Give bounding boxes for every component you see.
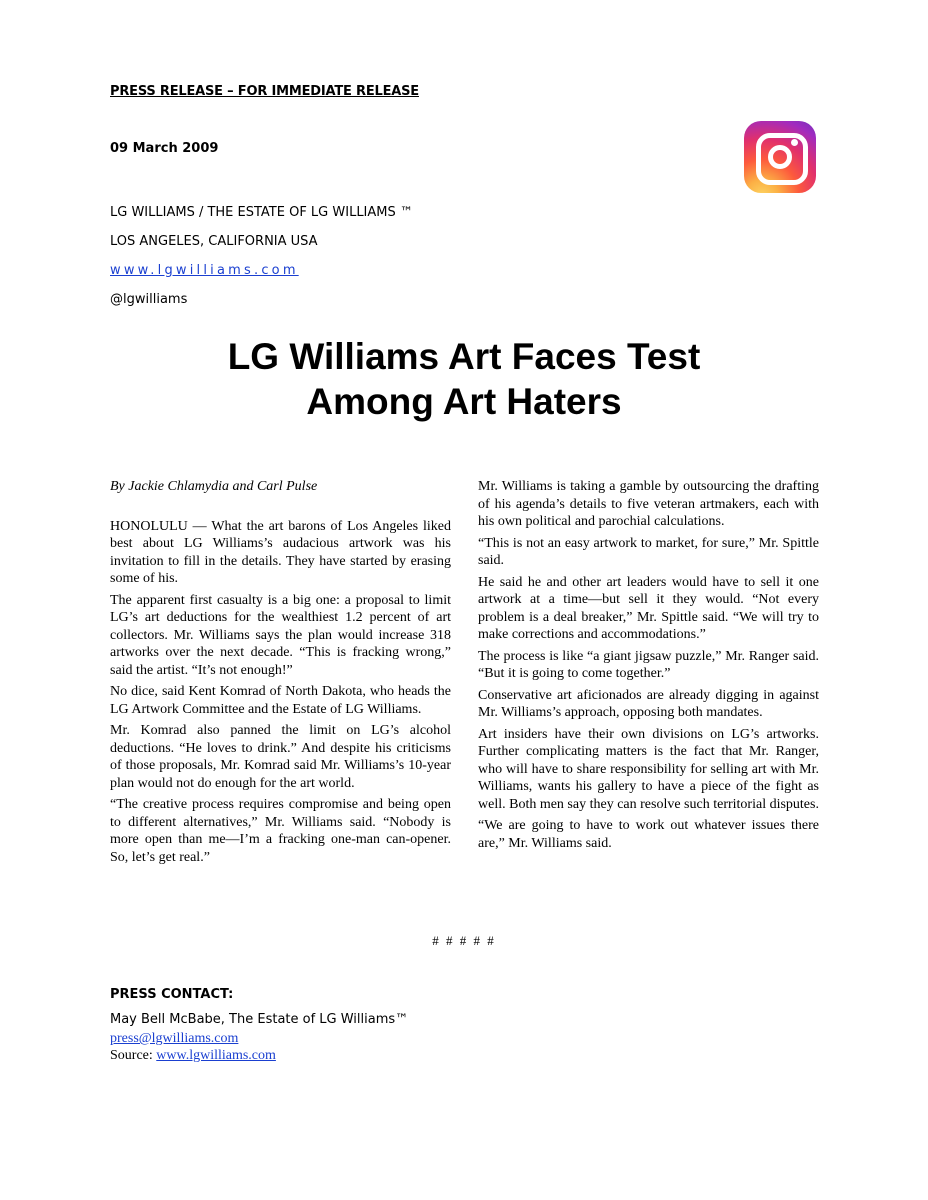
instagram-lens-shape	[768, 145, 792, 169]
article-paragraph: HONOLULU — What the art barons of Los Angeles liked best about LG Williams’s audacious artwork was his invitation to fill in the details. They have started by erasing some of his.	[110, 518, 451, 586]
article-paragraph: Mr. Williams is taking a gamble by outsourcing the drafting of his agenda’s details to five veteran artmakers, each with his own political and parochial calculations.	[478, 479, 819, 529]
article-paragraph: “We are going to have to work out whatever issues there are,” Mr. Williams said.	[478, 818, 819, 851]
press-contact-source	[110, 1048, 276, 1064]
article-paragraph: Conservative art aficionados are already digging in against Mr. Williams’s approach, opposing both mandates.	[478, 687, 819, 720]
release-label: PRESS RELEASE – FOR IMMEDIATE RELEASE	[110, 84, 419, 99]
headline	[110, 334, 818, 424]
instagram-dot-shape	[791, 139, 798, 146]
release-date: 09 March 2009	[110, 141, 219, 156]
sender-location: LOS ANGELES, CALIFORNIA USA	[110, 234, 318, 249]
article-column-left	[110, 478, 451, 870]
article-paragraph: Art insiders have their own divisions on LG’s artworks. Further complicating matters is the fact that Mr. Ranger, who will have to share responsibility for selling art with Mr. Williams, wants his gallery to have a piece of the fight as well. Both men say they can resolve such territorial disputes.	[478, 726, 819, 812]
website-link[interactable]: www.lgwilliams.com	[110, 263, 299, 278]
sender-info	[110, 198, 413, 314]
article-paragraph: Mr. Komrad also panned the limit on LG’s alcohol deductions. “He loves to drink.” And despite his criticisms of those proposals, Mr. Komrad said Mr. Williams’s 10-year plan would not do enough for the art world.	[110, 723, 451, 791]
press-contact-person: May Bell McBabe, The Estate of LG Williams™	[110, 1012, 409, 1027]
article-paragraph: He said he and other art leaders would have to sell it one artwork at a time—but sell it they would. “Not every problem is a deal breaker,” Mr. Spittle said. “We will try to make corrections and accommodations.”	[478, 574, 819, 642]
end-marker: # # # # #	[432, 933, 496, 948]
source-label: Source:	[110, 1048, 157, 1063]
article-paragraph: No dice, said Kent Komrad of North Dakota, who heads the LG Artwork Committee and the Estate of LG Williams.	[110, 684, 451, 717]
article-column-right	[478, 478, 819, 856]
instagram-logo-icon[interactable]	[744, 121, 816, 193]
social-handle: @lgwilliams	[110, 292, 188, 307]
article-paragraph: “This is not an easy artwork to market, for sure,” Mr. Spittle said.	[478, 535, 819, 568]
headline-line-2: Among Art Haters	[306, 381, 622, 422]
sender-org: LG WILLIAMS / THE ESTATE OF LG WILLIAMS ™	[110, 205, 413, 220]
article-paragraph: The process is like “a giant jigsaw puzzle,” Mr. Ranger said. “But it is going to come together.”	[478, 648, 819, 681]
source-link[interactable]: www.lgwilliams.com	[156, 1048, 276, 1063]
press-contact-label: PRESS CONTACT:	[110, 987, 234, 1002]
press-contact-email-link[interactable]: press@lgwilliams.com	[110, 1031, 239, 1046]
headline-line-1: LG Williams Art Faces Test	[227, 336, 701, 377]
article-paragraph: The apparent first casualty is a big one: a proposal to limit LG’s art deductions for the wealthiest 1.2 percent of art collectors. Mr. Williams says the plan would increase 318 artworks over the next decade. “This is fracking wrong,” said the artist. “It’s not enough!”	[110, 592, 451, 678]
byline: By Jackie Chlamydia and Carl Pulse	[110, 479, 318, 494]
article-paragraph: “The creative process requires compromise and being open to different alternatives,” Mr. Williams said. “Nobody is more open than me—I’m a fracking one-man can-opener. So, let’s get real.”	[110, 797, 451, 865]
